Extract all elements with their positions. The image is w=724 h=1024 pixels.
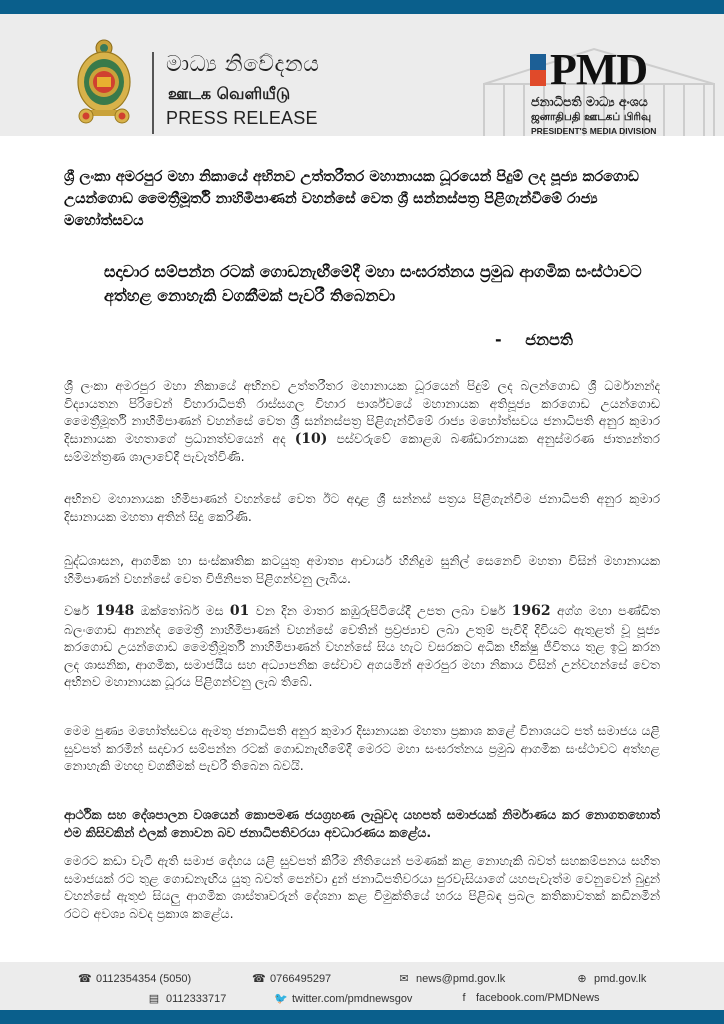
press-release-title-tamil: ஊடக வெளியீடு: [168, 84, 291, 103]
globe-icon: ⊕: [577, 973, 587, 985]
paragraph-5: මෙම පුණ්‍ය මහෝත්සවය ඇමතූ ජනාධිපති අනුර කුමාර දිසානායක මහතා ප්‍රකාශ කළේ විනාශයට පත් සමාජය යළි සුවපත් කරමින් සදාචාර සම්පන්න රටක් ගොඩනැඟීමේදී මෙරට මහා සංඝරත්නය ප්‍රමුඛ ආගමික සංස්ථාවට අත්හළ නොහැකි මහඟු වගකීමක් පැවරී තිබෙන බවයි.: [64, 723, 660, 773]
paragraph-text: අග්ග මහා පණ්ඩිත බලංගොඩ ආනන්ද මෛත්‍රී නාහිමිපාණන් වහන්සේ වෙතින් ප්‍රව්‍රජ්‍යාව ලබා උතුම් පැවිදි දිවියට ඇතුළත් වූ පූජ්‍ය කරගොඩ උයන්ගොඩ මෛත්‍රීමූර්ති නාහිමිපාණන් වහන්සේ සිය හැට වසරකට අධික භික්ෂු ජීවිතය තුළ ඉටු කරන ලද ශාසනික, ආගමික, සමාජයීය සහ අධ්‍යාපනික සේවාව අගයමින් අමරපුර මහා නිකාය විසින් උන්වහන්සේ වෙත අභිනව මහානායක ධූරය පිළිගන්වනු ලැබ තිබේ.: [64, 603, 660, 689]
document-headline: ශ්‍රී ලංකා අමරපුර මහා නිකායේ අභිනව උත්තරීතර මහානායක ධූරයෙන් පිදුම් ලද පූජ්‍ය කරගොඩ උයන්ගොඩ මෛත්‍රීමූර්ති නාහිමිපාණන් වහන්සේ වෙත ශ්‍රී සන්නස්පත්‍ර පිළිගැන්වීමේ රාජ්‍ය මහෝත්සවය: [64, 169, 639, 229]
paragraph-number: 01: [229, 603, 250, 619]
paragraph-text: වන දින මාතර කඹුරුපිටියේදී උපත ලබා වර්ෂ: [249, 603, 512, 618]
pmd-logo-text: PMD: [550, 45, 648, 94]
phone-icon: ☎: [252, 973, 266, 985]
phone-2-text: 0766495297: [270, 972, 332, 985]
footer-email[interactable]: [398, 972, 505, 985]
press-release-title-sinhala: මාධ්‍ය නිවේදනය: [166, 52, 320, 77]
press-release-title-english: PRESS RELEASE: [166, 108, 318, 128]
attribution-dash: -: [495, 330, 502, 349]
footer-phone-2[interactable]: [252, 972, 331, 985]
paragraph-text: ශ්‍රී ලංකා අමරපුර මහා නිකායේ අභිනව උත්තරීතර මහානායක ධූරයෙන් පිදුම් ලද බලන්ගොඩ ශ්‍රී ධර්මානන්ද විද්‍යායතන පිරිවෙන් විහාරාධිපති රාස්සගල විහාර පාර්ශ්වයේ මහානායක අතිපූජ්‍ය කරගොඩ උයන්ගොඩ මෛත්‍රීමූර්ති නාහිමිපාණන් වහන්සේ වෙත ශ්‍රී සන්නස්පත්‍ර පිළිගැන්වීමේ රාජ්‍ය මහෝත්සවය ජනාධිපති අනුර කුමාර දිසානායක මහතාගේ ප්‍රධානත්වයෙන් අද: [64, 378, 660, 446]
phone-1-text: 0112354354 (5050): [96, 972, 192, 985]
footer-contact-bar: [0, 962, 724, 1010]
fax-icon: ▤: [148, 993, 160, 1005]
paragraph-text: වර්ෂ: [64, 603, 96, 618]
fax-text: 0112333717: [166, 992, 227, 1005]
paragraph-number: 1962: [511, 603, 551, 619]
envelope-icon: ✉: [399, 973, 409, 985]
paragraph-text: ඔක්තෝබර් මස: [134, 603, 230, 618]
phone-icon: ☎: [78, 973, 92, 985]
footer-fax[interactable]: [148, 992, 226, 1005]
facebook-text: facebook.com/PMDNews: [476, 992, 600, 1004]
twitter-icon: 🐦: [274, 993, 288, 1005]
website-text: pmd.gov.lk: [594, 972, 647, 985]
attribution-name: ජනපති: [525, 330, 573, 349]
document-subheadline: සදාචාර සම්පන්න රටක් ගොඩනැඟීමේදී මහා සංඝරත්නය ප්‍රමුඛ ආගමික සංස්ථාවට අත්හළ නොහැකි වගකීමක් පැවරී තිබෙනවා: [104, 262, 642, 305]
paragraph-text: පස්වරුවේ කොළඹ බණ්ඩාරනායක අනුස්මරණ ජාත්‍යන්තර සම්මන්ත්‍රණ ශාලාවේදී පැවැත්විණි.: [64, 430, 660, 464]
paragraph-7: මෙරට කඩා වැටී ඇති සමාජ දේහය යළි සුවපත් කිරීම නීතියෙන් පමණක් කළ නොහැකි බවත් සහකම්පනය සහිත සමාජයක් රට තුළ ගොඩනැඟිය යුතු බවත් පෙන්වා දුන් ජනාධිපතිවරයා පුරවැසියාගේ යහපැවැත්ම වෙනුවෙන් බුදුන් වහන්සේ ඇතුළු සියලු ආගමික ශාස්තෘවරුන් දේශනා කළ විමුක්තියේ හරය පිළිබඳ ප්‍රබල කතිකාවතක් කඩිනමින් රටට අවශ්‍ය බවද ප්‍රකාශ කළේය.: [64, 853, 660, 921]
twitter-text: twitter.com/pmdnewsgov: [292, 992, 413, 1005]
pmd-name-sinhala: ජනාධිපති මාධ්‍ය අංශය: [531, 94, 648, 109]
attribution: [495, 330, 573, 350]
paragraph-6: ආර්ථික සහ දේශපාලන වශයෙන් කොපමණ ජයග්‍රහණ ලැබුවද යහපත් සමාජයක් නිර්මාණය කර නොගතහොත් එම කිසිවකින් ඵලක් නොවන බව ජනාධිපතිවරයා අවධාරණය කළේය.: [64, 807, 660, 840]
paragraph-2: අභිනව මහානායක හිමිපාණන් වහන්සේ වෙත ඊට අදාළ ශ්‍රී සන්නස් පත්‍රය පිළිගැන්වීම ජනාධිපති අනුර කුමාර දිසානායක මහතා අතින් සිදු කෙරිණි.: [64, 491, 660, 524]
pmd-name-english: PRESIDENT'S MEDIA DIVISION: [531, 126, 657, 136]
paragraph-3: බුද්ධශාසන, ආගමික හා සංස්කෘතික කටයුතු අමාත්‍ය ආචාර්ය හිනිදුම සුනිල් සෙනෙවි මහතා විසින් මහානායක හිමිපාණන් වහන්සේ වෙත විජිනිපත පිළිගන්වනු ලැබීය.: [64, 553, 660, 586]
footer-twitter[interactable]: [274, 992, 412, 1005]
footer-phone-1[interactable]: [78, 972, 191, 985]
footer-website[interactable]: [576, 972, 646, 985]
letterhead: [0, 14, 724, 136]
pmd-name-tamil: ஜனாதிபதி ஊடகப் பிரிவு: [531, 111, 652, 123]
footer-facebook[interactable]: [458, 992, 600, 1004]
pmd-logo-mark-icon: [530, 54, 546, 84]
facebook-icon: f: [462, 992, 466, 1004]
header-top-bar: [0, 0, 724, 14]
paragraph-number: 1948: [95, 603, 135, 619]
paragraph-number: (10): [294, 430, 328, 447]
paragraph-1: [64, 377, 660, 466]
header-divider: [152, 52, 154, 134]
email-text: news@pmd.gov.lk: [416, 972, 506, 985]
paragraph-4: [64, 602, 660, 691]
footer-bottom-bar: [0, 1010, 724, 1024]
sri-lanka-emblem-icon: [76, 36, 132, 126]
